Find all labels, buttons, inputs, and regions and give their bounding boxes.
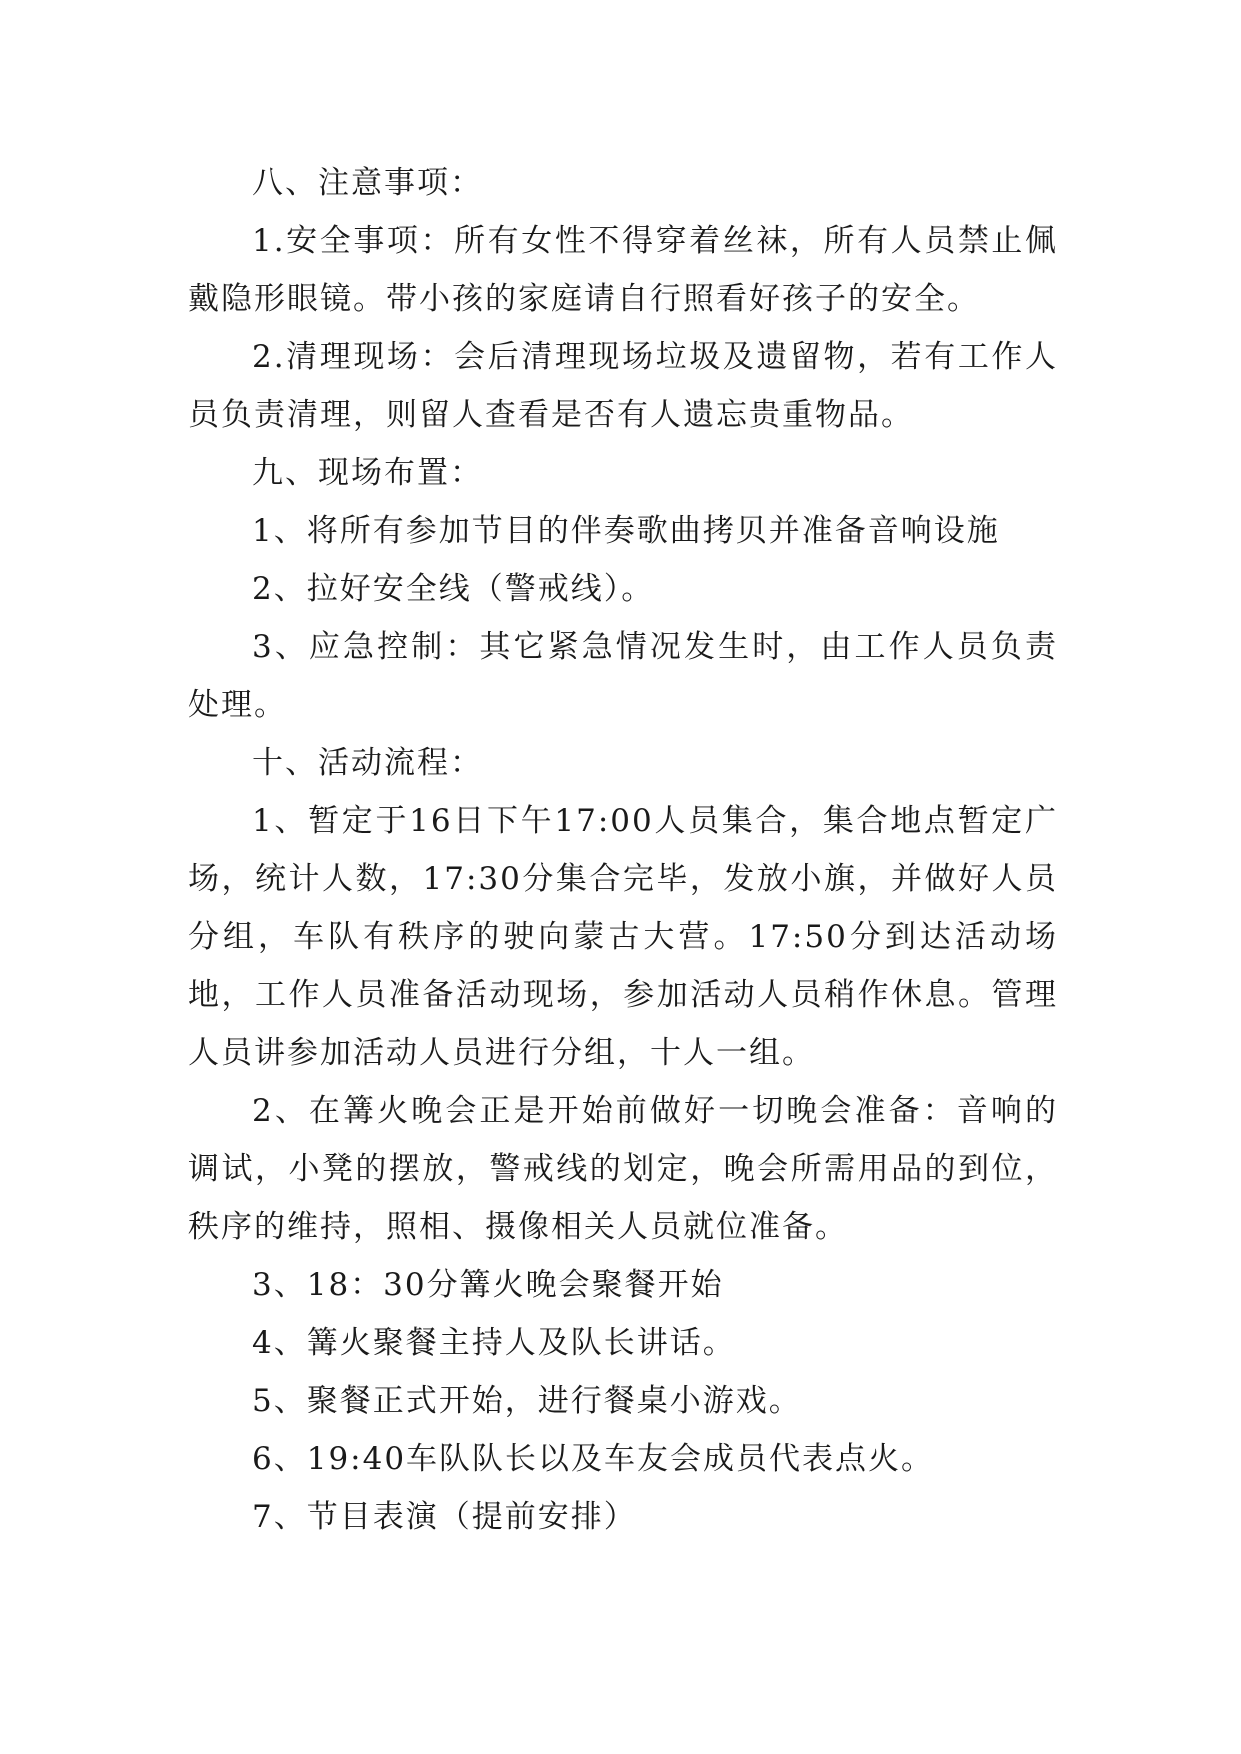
document-body (188, 154, 1058, 1546)
paragraph-process-1: 1、暂定于16日下午17:00人员集合，集合地点暂定广场，统计人数，17:30分集合完毕，发放小旗，并做好人员分组，车队有秩序的驶向蒙古大营。17:50分到达活动场地，工作人员准备活动现场，参加活动人员稍作休息。管理人员讲参加活动人员进行分组，十人一组。 (188, 803, 1058, 1071)
paragraph-process-6: 6、19:40车队队长以及车友会成员代表点火。 (252, 1441, 935, 1477)
paragraph-process-2: 2、在篝火晚会正是开始前做好一切晚会准备：音响的调试，小凳的摆放，警戒线的划定，晚会所需用品的到位，秩序的维持，照相、摄像相关人员就位准备。 (188, 1093, 1058, 1245)
paragraph-safety: 1.安全事项：所有女性不得穿着丝袜，所有人员禁止佩戴隐形眼镜。带小孩的家庭请自行照看好孩子的安全。 (188, 223, 1058, 317)
section-heading-setup: 九、现场布置： (252, 455, 483, 491)
paragraph-setup-line: 2、拉好安全线（警戒线）。 (252, 571, 655, 607)
paragraph-cleanup: 2.清理现场：会后清理现场垃圾及遗留物，若有工作人员负责清理，则留人查看是否有人遗忘贵重物品。 (188, 339, 1058, 433)
paragraph-process-5: 5、聚餐正式开始，进行餐桌小游戏。 (252, 1383, 802, 1419)
paragraph-process-7: 7、节目表演（提前安排） (252, 1499, 637, 1535)
paragraph-setup-music: 1、将所有参加节目的伴奏歌曲拷贝并准备音响设施 (252, 513, 1000, 549)
paragraph-emergency: 3、应急控制：其它紧急情况发生时，由工作人员负责处理。 (188, 629, 1058, 723)
section-heading-notes: 八、注意事项： (252, 165, 483, 201)
paragraph-process-4: 4、篝火聚餐主持人及队长讲话。 (252, 1325, 736, 1361)
paragraph-process-3: 3、18：30分篝火晚会聚餐开始 (252, 1267, 724, 1303)
section-heading-process: 十、活动流程： (252, 745, 483, 781)
